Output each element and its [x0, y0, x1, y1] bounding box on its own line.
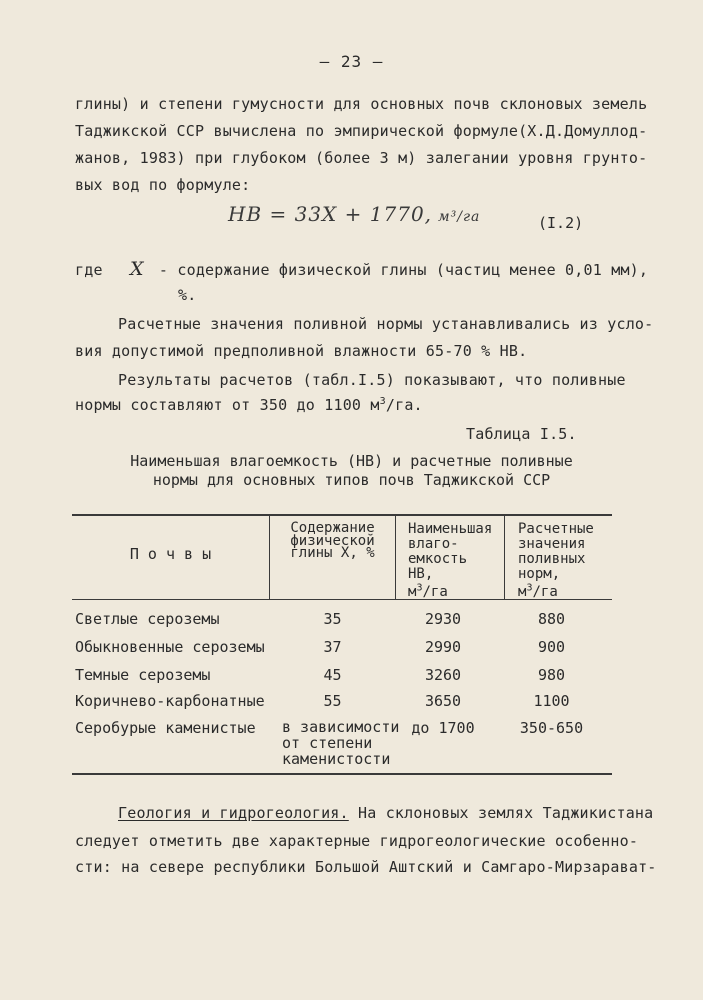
table-label: Таблица I.5.	[466, 425, 577, 443]
cell-norm: 1100	[533, 692, 570, 710]
cell-clay: в зависимости от степени каменистости	[282, 718, 400, 768]
cell-hb: 2930	[424, 610, 462, 628]
geology-heading: Геология и гидрогеология.	[118, 804, 349, 822]
where-label: где	[75, 261, 103, 279]
page-number: — 23 —	[319, 52, 384, 71]
header-norm: Расчетные значения поливных норм, $м^3/га$	[518, 522, 612, 600]
where-unit: %.	[178, 286, 197, 304]
cell-norm: 880	[537, 610, 566, 628]
cell-clay: 37	[323, 638, 342, 656]
cell-norm: 980	[537, 666, 566, 684]
table-bottom-rule	[72, 773, 612, 775]
header-hb-unit: $м^3/га$	[408, 582, 448, 600]
superscript: 3	[379, 396, 386, 407]
header-norm-unit: $м^3/га$	[518, 582, 558, 600]
cell-soil: Серобурые каменистые	[75, 719, 256, 737]
cell-soil: Обыкновенные сероземы	[75, 638, 265, 656]
paragraph-line: вых вод по формуле:	[75, 176, 251, 194]
where-line	[75, 258, 648, 280]
geology-text: На склоновых землях Таджикистана	[348, 804, 654, 822]
unit-text: /га.	[385, 396, 423, 414]
paragraph-line: глины) и степени гумусности для основных почв склоновых земель	[75, 95, 648, 113]
cell-clay: 45	[323, 666, 342, 684]
cell-soil: Светлые сероземы	[75, 610, 220, 628]
where-definition: - содержание физической глины (частиц менее 0,01 мм),	[158, 261, 649, 279]
geology-first-line	[118, 804, 653, 822]
column-divider	[395, 515, 396, 599]
header-hb: Наименьшая влаго- емкость НВ, $м^3/га$	[408, 522, 504, 600]
column-divider	[504, 515, 505, 599]
header-soil: П о ч в ы	[129, 545, 212, 563]
paragraph-line: жанов, 1983) при глубоком (более 3 м) залегании уровня грунто-	[75, 149, 648, 167]
header-clay: Содержание физической глины X, %	[290, 520, 375, 561]
cell-hb: 3260	[424, 666, 462, 684]
table-caption-line: Наименьшая влагоемкость (НВ) и расчетные поливные	[130, 452, 573, 470]
variable-x: X	[129, 258, 144, 280]
equation-number: (I.2)	[538, 214, 584, 232]
paragraph-line: Расчетные значения поливной нормы устанавливались из усло-	[118, 315, 654, 333]
formula-expression: HB = 33X + 1770,	[228, 202, 433, 226]
cell-hb: 3650	[424, 692, 462, 710]
paragraph-line: сти: на севере республики Большой Аштский и Самгаро-Мирзарават-	[75, 858, 657, 876]
cell-hb: 2990	[424, 638, 462, 656]
formula	[228, 202, 480, 226]
table-caption-line: нормы для основных типов почв Таджикской ССР	[152, 471, 551, 489]
formula-unit: м³/га	[438, 209, 481, 225]
norm-range-text: нормы составляют от 350 до 1100 м	[75, 396, 380, 414]
cell-norm: 900	[537, 638, 566, 656]
paragraph-line	[75, 396, 423, 414]
cell-soil: Коричнево-карбонатные	[75, 692, 265, 710]
table-top-rule	[72, 514, 612, 516]
cell-soil: Темные сероземы	[75, 666, 211, 684]
cell-clay: 55	[323, 692, 342, 710]
paragraph-line: Результаты расчетов (табл.I.5) показывают, что поливные	[118, 371, 626, 389]
cell-hb: до 1700	[411, 719, 475, 737]
cell-norm: 350-650	[519, 719, 584, 737]
paragraph-line: следует отметить две характерные гидрогеологические особенно-	[75, 832, 639, 850]
cell-clay: 35	[323, 610, 342, 628]
paragraph-line: вия допустимой предполивной влажности 65-70 % НВ.	[75, 342, 528, 360]
paragraph-line: Таджикской ССР вычислена по эмпирической формуле(Х.Д.Домуллод-	[75, 122, 648, 140]
